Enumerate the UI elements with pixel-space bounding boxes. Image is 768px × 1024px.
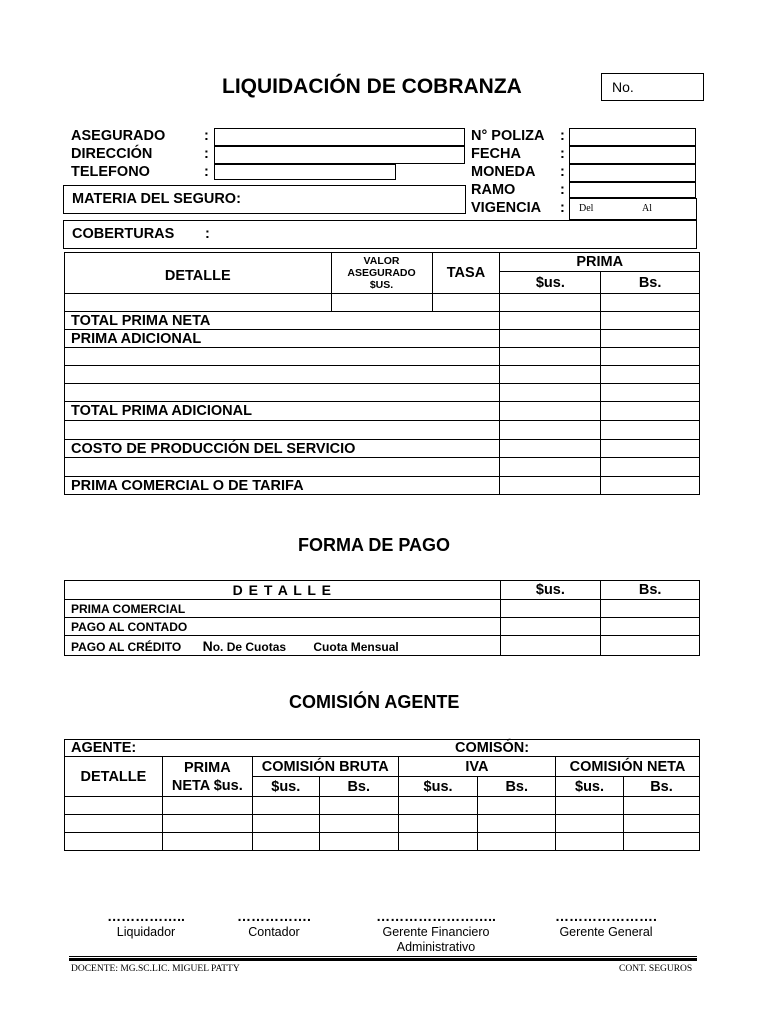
moneda-colon: : [560,164,565,180]
table-row [65,384,700,402]
sus-cell[interactable] [500,312,601,330]
table-row [65,815,700,833]
cuotas-n: N [202,637,213,654]
telefono-colon: : [204,164,209,180]
pago-contado-label: PAGO AL CONTADO [65,618,501,636]
table-row [65,458,700,477]
col-valor-line1: VALOR [363,255,400,267]
number-label: No. [612,79,634,95]
footer-left: DOCENTE: MG.SC.LIC. MIGUEL PATTY [71,964,240,974]
bs-cell[interactable] [601,402,700,421]
cuotas-label: o. De Cuotas [212,639,287,654]
bs-cell[interactable] [601,440,700,458]
asegurado-label: ASEGURADO [71,128,166,144]
asegurado-colon: : [204,128,209,144]
sus-cell[interactable] [500,348,601,366]
comision-prima-header [162,757,252,797]
detalle-cell[interactable] [65,294,332,312]
direccion-label: DIRECCIÓN [71,146,153,162]
cell[interactable] [624,797,700,815]
bs-cell[interactable] [601,618,700,636]
telefono-label: TELEFONO [71,164,150,180]
comision-bruta-header: COMISIÓN BRUTA [252,757,398,777]
forma-pago-table [64,580,700,656]
cell[interactable] [556,797,624,815]
agente-row [65,740,700,757]
detalle-cell[interactable] [65,384,500,402]
agente-label: AGENTE: [71,740,137,756]
bs-cell[interactable] [601,366,700,384]
coberturas-colon: : [205,226,210,242]
comision-prima-line2: NETA $us. [171,777,243,794]
bs-cell[interactable] [601,330,700,348]
contador-signature-line: ……………. [237,908,311,924]
sus-cell[interactable] [500,421,601,440]
cell[interactable] [65,815,163,833]
pago-credito-cell [65,636,501,656]
gerente-financiero-line1: Gerente Financiero [382,925,490,939]
vigencia-label: VIGENCIA [471,200,542,216]
col-sus-header: $us. [500,272,601,294]
cell[interactable] [65,833,163,851]
poliza-label: N° POLIZA [471,128,545,144]
detalle-cell[interactable] [65,458,500,477]
cell[interactable] [319,833,398,851]
poliza-colon: : [560,128,565,144]
vigencia-colon: : [560,200,565,216]
table-row [65,312,700,330]
moneda-field[interactable] [569,164,696,182]
direccion-field[interactable] [214,146,465,164]
cell[interactable] [398,833,478,851]
cell[interactable] [319,815,398,833]
moneda-label: MONEDA [471,164,536,180]
col-bs-header: Bs. [601,272,700,294]
bruta-bs-header: Bs. [319,777,398,797]
table-row [65,348,700,366]
prima-adicional-label: PRIMA ADICIONAL [65,330,500,348]
gerente-financiero-label [361,925,511,955]
bs-cell[interactable] [601,600,700,618]
fecha-field[interactable] [569,146,696,164]
liquidador-signature-line: …………….. [107,908,185,924]
gerente-general-signature-line: …………………. [555,908,657,924]
forma-pago-sus-header: $us. [500,581,601,600]
forma-pago-bs-header: Bs. [601,581,700,600]
table-row [65,330,700,348]
col-valor-line2: ASEGURADO [347,267,416,279]
comison-label: COMISÓN: [455,740,530,756]
comision-table [64,739,700,851]
detalle-cell[interactable] [65,348,500,366]
table-row [65,833,700,851]
gerente-financiero-line2: Administrativo [396,940,476,954]
detalle-cell[interactable] [65,421,500,440]
cell[interactable] [398,797,478,815]
sus-cell[interactable] [500,330,601,348]
cell[interactable] [624,833,700,851]
comision-prima-line1: PRIMA [183,759,231,776]
neta-sus-header: $us. [556,777,624,797]
coberturas-label: COBERTURAS [72,226,175,242]
detalle-table [64,252,700,495]
total-prima-neta-label: TOTAL PRIMA NETA [65,312,500,330]
table-row [65,402,700,421]
tasa-cell[interactable] [432,294,500,312]
comision-detalle-header: DETALLE [65,757,163,797]
table-row [65,366,700,384]
bs-cell[interactable] [601,477,700,495]
prima-comercial-tarifa-label: PRIMA COMERCIAL O DE TARIFA [65,477,500,495]
page-title: LIQUIDACIÓN DE COBRANZA [222,75,522,98]
vigencia-field[interactable] [569,198,697,220]
bs-cell[interactable] [601,636,700,656]
cell[interactable] [556,815,624,833]
ramo-field[interactable] [569,182,696,198]
col-tasa-header: TASA [432,253,500,294]
col-valor-line3: $US. [369,279,394,291]
col-detalle-header: DETALLE [65,253,332,294]
bs-cell[interactable] [601,458,700,477]
asegurado-field[interactable] [214,128,465,146]
footer-rule [69,956,697,961]
direccion-colon: : [204,146,209,162]
number-box[interactable] [601,73,704,101]
sus-cell[interactable] [500,366,601,384]
table-row [65,618,700,636]
forma-pago-title: FORMA DE PAGO [298,535,450,555]
sus-cell[interactable] [500,402,601,421]
cell[interactable] [162,797,252,815]
cell[interactable] [319,797,398,815]
iva-bs-header: Bs. [478,777,556,797]
cell[interactable] [252,815,319,833]
contador-label: Contador [248,925,300,939]
fecha-colon: : [560,146,565,162]
cuota-mensual-label: Cuota Mensual [313,639,399,654]
iva-sus-header: $us. [398,777,478,797]
bs-cell[interactable] [601,384,700,402]
materia-label: MATERIA DEL SEGURO: [72,191,241,207]
cell[interactable] [162,815,252,833]
fecha-label: FECHA [471,146,521,162]
bs-cell[interactable] [601,421,700,440]
bs-cell[interactable] [601,312,700,330]
cell[interactable] [252,833,319,851]
telefono-field[interactable] [214,164,396,180]
cell[interactable] [478,815,556,833]
table-row [65,294,700,312]
footer-right: CONT. SEGUROS [619,964,693,974]
col-valor-header [331,253,432,294]
pago-credito-label: PAGO AL CRÉDITO [71,639,182,654]
ramo-colon: : [560,182,565,198]
table-row [65,421,700,440]
cell[interactable] [398,815,478,833]
sus-cell[interactable] [500,294,601,312]
comision-title: COMISIÓN AGENTE [289,692,460,712]
sus-cell[interactable] [500,600,601,618]
sus-cell[interactable] [500,440,601,458]
col-prima-header: PRIMA [500,253,700,272]
cell[interactable] [65,797,163,815]
poliza-field[interactable] [569,128,696,146]
valor-cell[interactable] [331,294,432,312]
vigencia-del: Del [579,203,594,214]
materia-box[interactable] [63,185,466,214]
vigencia-al: Al [642,203,652,214]
table-row [65,636,700,656]
table-row [65,477,700,495]
sus-cell[interactable] [500,458,601,477]
gerente-general-label: Gerente General [559,925,653,939]
coberturas-box[interactable] [63,220,697,249]
cell[interactable] [624,815,700,833]
cell[interactable] [556,833,624,851]
bs-cell[interactable] [601,348,700,366]
cell[interactable] [478,797,556,815]
bs-cell[interactable] [601,294,700,312]
total-prima-adicional-label: TOTAL PRIMA ADICIONAL [65,402,500,421]
cell[interactable] [478,833,556,851]
detalle-cell[interactable] [65,366,500,384]
cell[interactable] [252,797,319,815]
ramo-label: RAMO [471,182,516,198]
table-row [65,797,700,815]
sus-cell[interactable] [500,384,601,402]
prima-comercial-label: PRIMA COMERCIAL [65,600,501,618]
liquidador-label: Liquidador [116,925,176,939]
iva-header: IVA [398,757,555,777]
comision-neta-header: COMISIÓN NETA [556,757,700,777]
bruta-sus-header: $us. [252,777,319,797]
forma-pago-detalle-header: D E T A L L E [65,581,501,600]
sus-cell[interactable] [500,477,601,495]
sus-cell[interactable] [500,636,601,656]
cell[interactable] [162,833,252,851]
table-row [65,440,700,458]
table-row [65,600,700,618]
sus-cell[interactable] [500,618,601,636]
gerente-financiero-signature-line: …………………….. [376,908,496,924]
costo-produccion-label: COSTO DE PRODUCCIÓN DEL SERVICIO [65,440,500,458]
neta-bs-header: Bs. [624,777,700,797]
